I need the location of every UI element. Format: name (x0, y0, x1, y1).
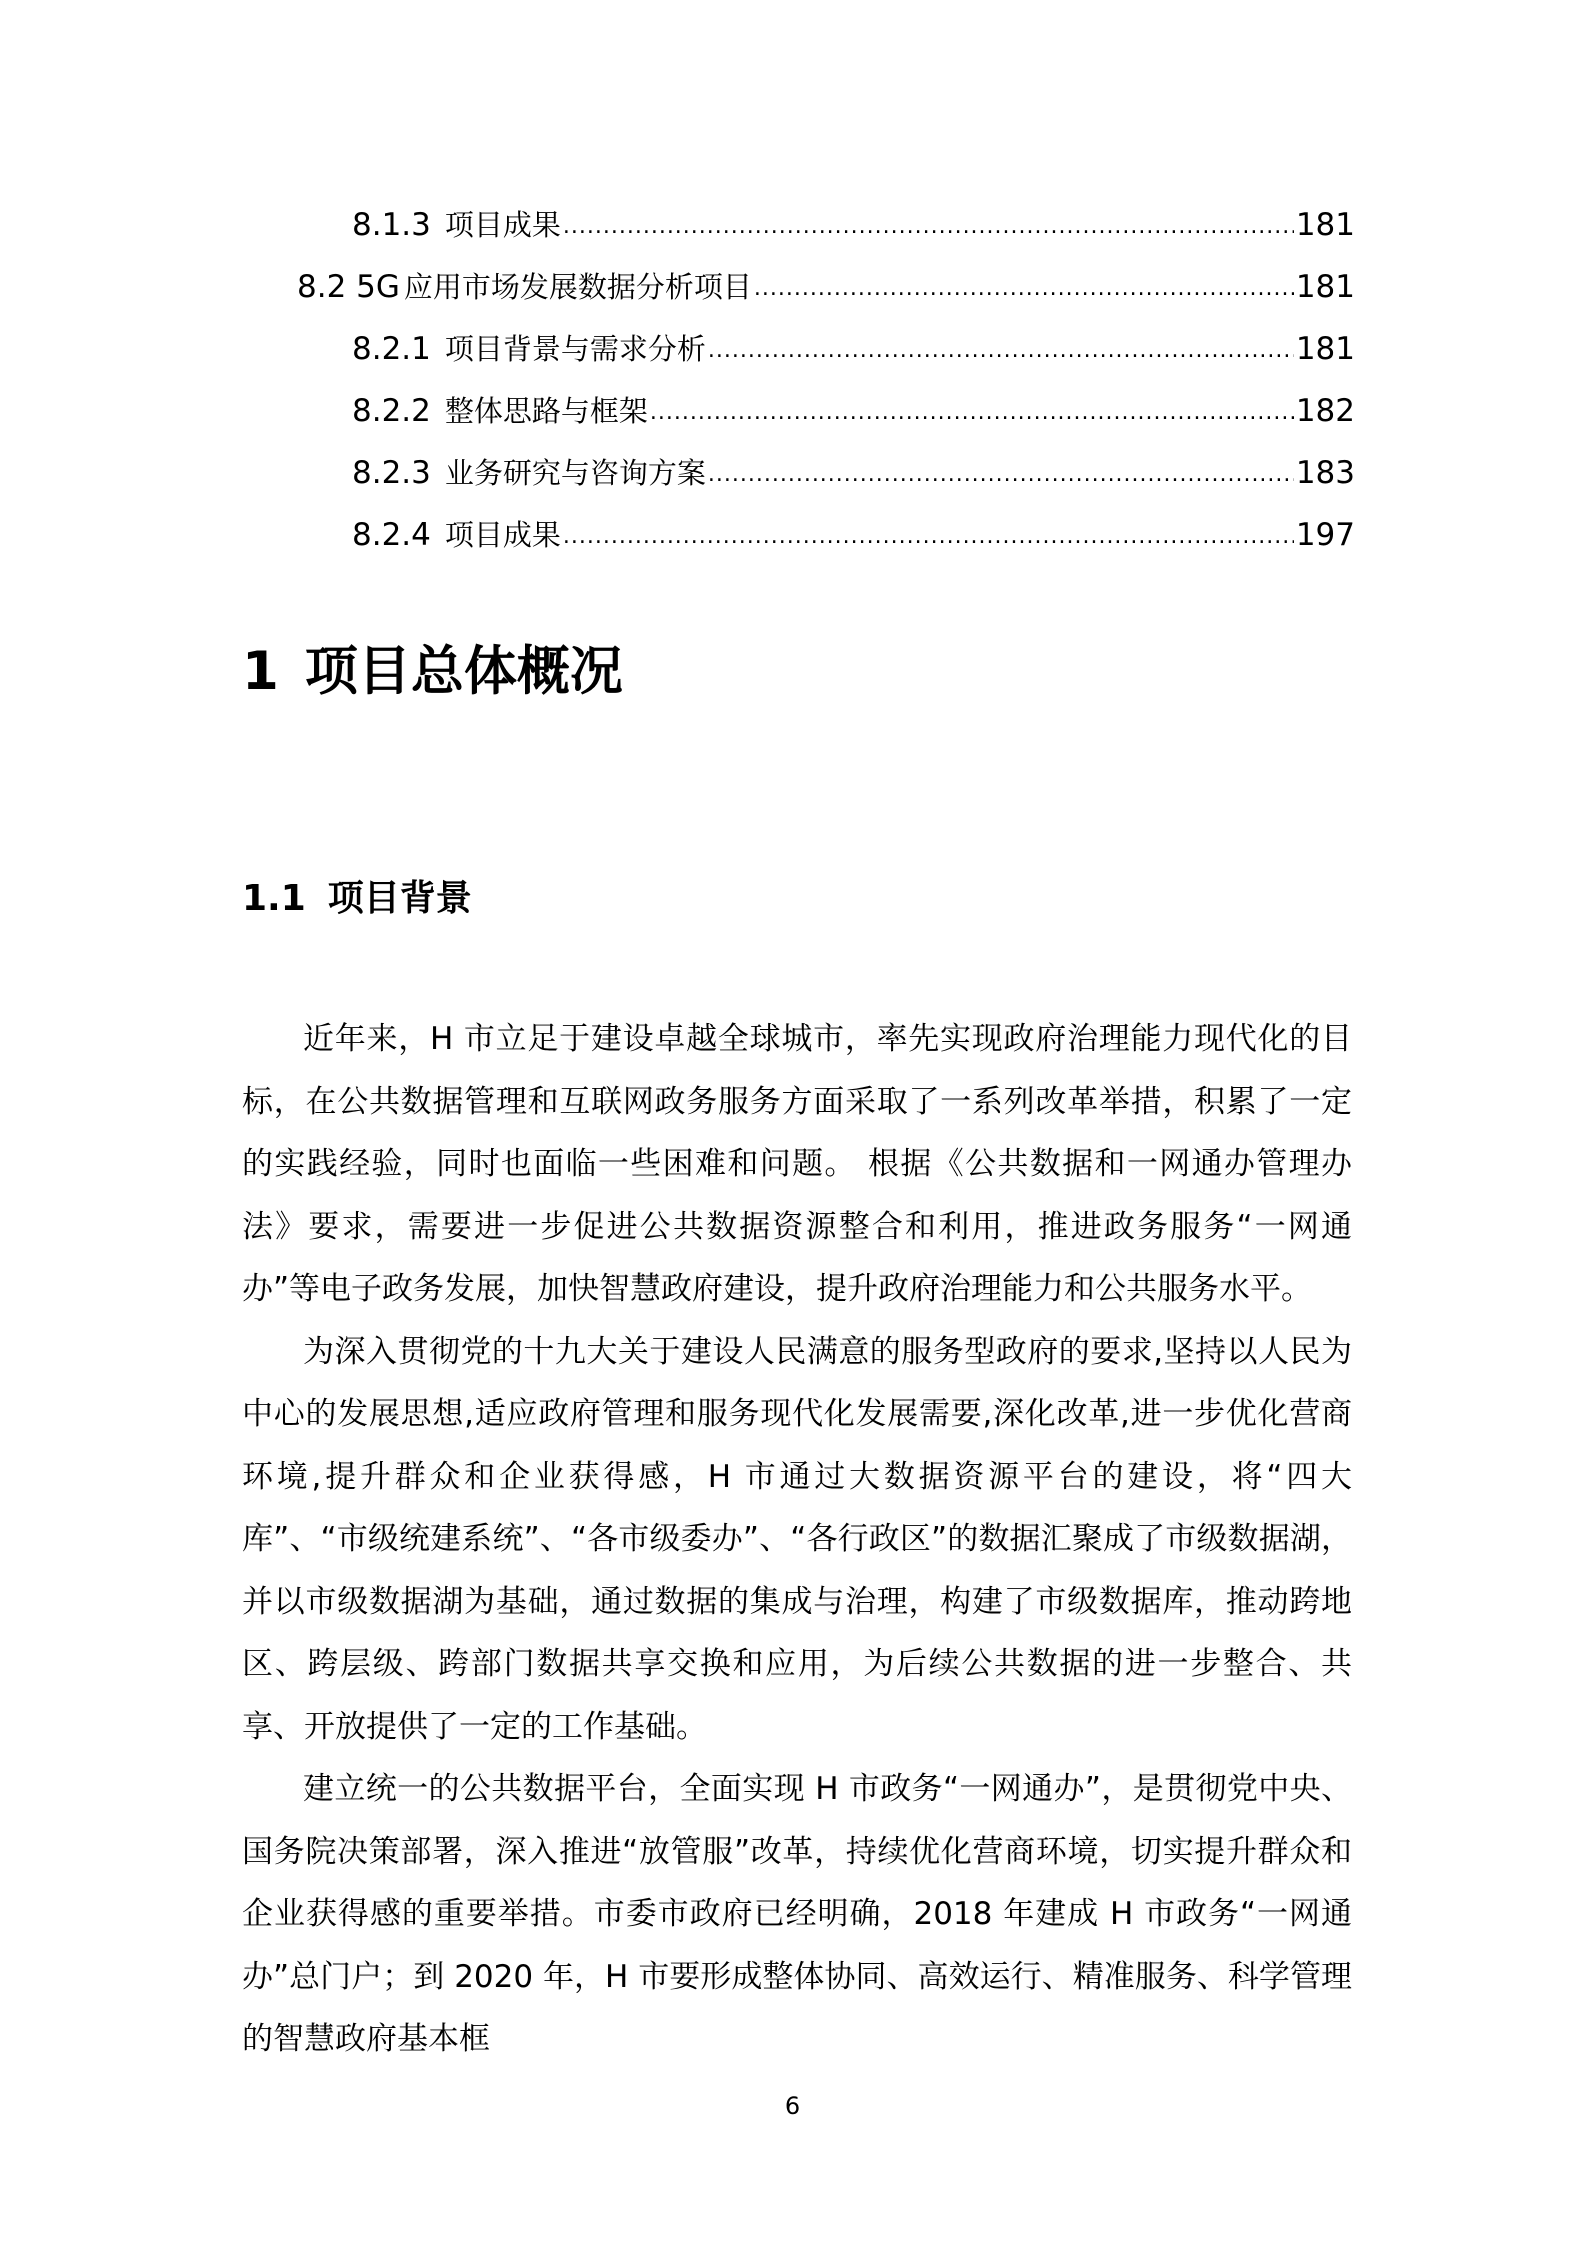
page-number: 6 (784, 2092, 801, 2120)
toc-entry-number: 8.2.4 (352, 517, 431, 553)
chapter-title: 项目总体概况 (304, 641, 623, 702)
toc-entry-page: 181 (1295, 269, 1355, 305)
toc-entry-page: 183 (1295, 455, 1355, 491)
toc-entry[interactable] (352, 329, 1355, 373)
paragraph: 建立统一的公共数据平台，全面实现 H 市政务“一网通办”，是贯彻党中央、国务院决策部署，深入推进“放管服”改革，持续优化营商环境，切实提升群众和企业获得感的重要举措。市委市政府已经明确，2018 年建成 H 市政务“一网通办”总门户；到 2020 年，H 市要形成整体协同、高效运行、精准服务、科学管理的智慧政府基本框 (242, 1771, 1352, 2057)
section-heading (242, 874, 472, 924)
toc-dot-leader (708, 455, 1294, 495)
toc-entry-title: 业务研究与咨询方案 (444, 456, 706, 490)
toc-entry-number: 8.1.3 (352, 207, 431, 243)
chapter-number: 1 (242, 641, 279, 702)
toc-entry[interactable] (352, 391, 1355, 435)
toc-entry-number: 8.2.3 (352, 455, 431, 491)
toc-entry-title: 应用市场发展数据分析项目 (403, 270, 752, 304)
toc-entry[interactable] (352, 205, 1355, 249)
paragraph: 近年来，H 市立足于建设卓越全球城市，率先实现政府治理能力现代化的目标，在公共数据管理和互联网政务服务方面采取了一系列改革举措，积累了一定的实践经验，同时也面临一些困难和问题。 根据《公共数据和一网通办管理办法》要求，需要进一步促进公共数据资源整合和利用，推进政务服务“一网通办”等电子政务发展，加快智慧政府建设，提升政府治理能力和公共服务水平。 (242, 1021, 1352, 1307)
toc-entry-title: 项目成果 (444, 518, 561, 552)
toc-entry-number: 8.2 5G (297, 269, 400, 305)
toc-dot-leader (563, 517, 1294, 557)
toc-entry-title: 整体思路与框架 (444, 394, 648, 428)
toc-dot-leader (650, 393, 1294, 433)
chapter-heading (242, 637, 623, 707)
toc-entry[interactable] (352, 515, 1355, 559)
section-title: 项目背景 (327, 878, 472, 919)
toc-entry-title: 项目背景与需求分析 (444, 332, 706, 366)
toc-entry[interactable] (352, 453, 1355, 497)
toc-entry-number: 8.2.2 (352, 393, 431, 429)
toc-dot-leader (708, 331, 1294, 371)
toc-entry-page: 197 (1295, 517, 1355, 553)
toc-entry-page: 181 (1295, 331, 1355, 367)
toc-entry-page: 182 (1295, 393, 1355, 429)
toc-dot-leader (754, 269, 1294, 309)
toc-entry-page: 181 (1295, 207, 1355, 243)
paragraph: 为深入贯彻党的十九大关于建设人民满意的服务型政府的要求,坚持以人民为中心的发展思想,适应政府管理和服务现代化发展需要,深化改革,进一步优化营商环境,提升群众和企业获得感，H 市通过大数据资源平台的建设，将“四大库”、“市级统建系统”、“各市级委办”、“各行政区”的数据汇聚成了市级数据湖，并以市级数据湖为基础，通过数据的集成与治理，构建了市级数据库，推动跨地区、跨层级、跨部门数据共享交换和应用，为后续公共数据的进一步整合、共享、开放提供了一定的工作基础。 (242, 1333, 1352, 1745)
section-number: 1.1 (242, 878, 306, 919)
toc-entry-number: 8.2.1 (352, 331, 431, 367)
toc-entry[interactable] (297, 267, 1355, 311)
toc-entry-title: 项目成果 (444, 208, 561, 242)
toc-dot-leader (563, 207, 1294, 247)
body-text (242, 1008, 1352, 2071)
